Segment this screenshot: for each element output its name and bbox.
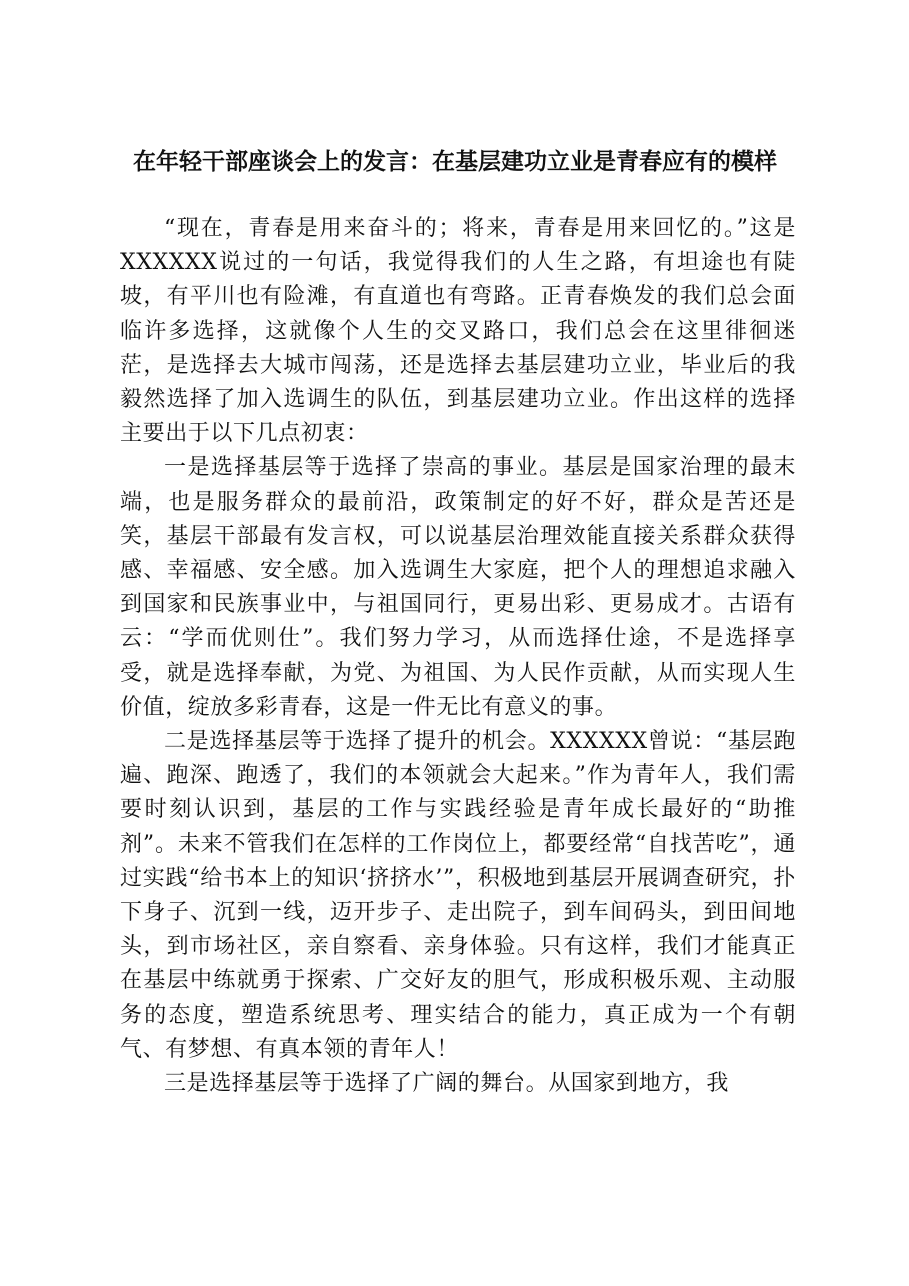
document-body (120, 212, 796, 1101)
paragraph-point-one: 一是选择基层等于选择了崇高的事业。基层是国家治理的最末端，也是服务群众的最前沿，政策制定的好不好，群众是苦还是笑，基层干部最有发言权，可以说基层治理效能直接关系群众获得感、幸福感、安全感。加入选调生大家庭，把个人的理想追求融入到国家和民族事业中，与祖国同行，更易出彩、更易成才。古语有云：“学而优则仕”。我们努力学习，从而选择仕途，不是选择享受，就是选择奉献，为党、为祖国、为人民作贡献，从而实现人生价值，绽放多彩青春，这是一件无比有意义的事。 (120, 455, 796, 720)
paragraph-point-three: 三是选择基层等于选择了广阔的舞台。从国家到地方，我 (164, 1071, 730, 1097)
document-title: 在年轻干部座谈会上的发言：在基层建功立业是青春应有的模样 (133, 148, 777, 175)
paragraph-intro: “现在，青春是用来奋斗的；将来，青春是用来回忆的。”这是XXXXXX说过的一句话，我觉得我们的人生之路，有坦途也有陡坡，有平川也有险滩，有直道也有弯路。正青春焕发的我们总会面临许多选择，这就像个人生的交叉路口，我们总会在这里徘徊迷茫，是选择去大城市闯荡，还是选择去基层建功立业，毕业后的我毅然选择了加入选调生的队伍，到基层建功立业。作出这样的选择主要出于以下几点初衷： (120, 216, 796, 447)
paragraph-point-two: 二是选择基层等于选择了提升的机会。XXXXXX曾说：“基层跑遍、跑深、跑透了，我们的本领就会大起来。”作为青年人，我们需要时刻认识到，基层的工作与实践经验是青年成长最好的“助推剂”。未来不管我们在怎样的工作岗位上，都要经常“自找苦吃”，通过实践“给书本上的知识‘挤挤水’”，积极地到基层开展调查研究，扑下身子、沉到一线，迈开步子、走出院子，到车间码头，到田间地头，到市场社区，亲自察看、亲身体验。只有这样，我们才能真正在基层中练就勇于探索、广交好友的胆气，形成积极乐观、主动服务的态度，塑造系统思考、理实结合的能力，真正成为一个有朝气、有梦想、有真本领的青年人！ (120, 729, 796, 1062)
